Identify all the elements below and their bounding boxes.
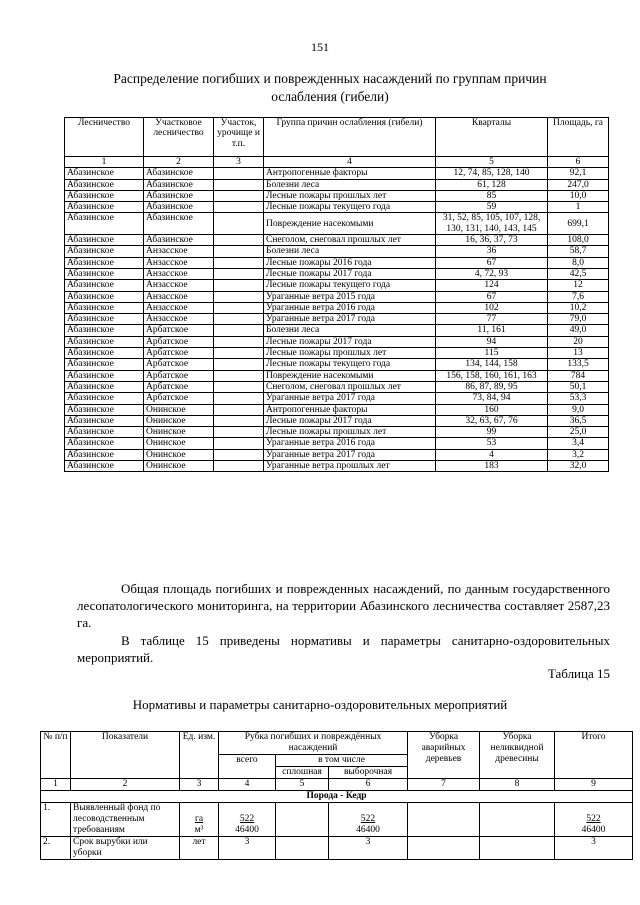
tract-cell xyxy=(214,438,264,449)
cause-group-cell: Ураганные ветра прошлых лет xyxy=(264,461,436,472)
forestry-cell: Абазинское xyxy=(65,202,144,213)
table-row xyxy=(41,837,633,860)
tract-cell xyxy=(214,449,264,460)
cause-group-cell: Антропогенные факторы xyxy=(264,404,436,415)
column-number: 5 xyxy=(436,157,548,168)
table-row xyxy=(65,404,609,415)
area-cell: 53,3 xyxy=(548,393,609,404)
area-cell: 79,0 xyxy=(548,314,609,325)
quarters-cell: 85 xyxy=(436,190,548,201)
area-cell: 13 xyxy=(548,348,609,359)
row-number: 1. xyxy=(41,803,71,837)
quarters-cell: 124 xyxy=(436,280,548,291)
tract-cell xyxy=(214,393,264,404)
forestry-cell: Абазинское xyxy=(65,336,144,347)
column-number: 6 xyxy=(548,157,609,168)
area-cell: 108,0 xyxy=(548,235,609,246)
nonliquid-wood-cell xyxy=(480,837,555,860)
cause-group-cell: Лесные пожары текущего года xyxy=(264,202,436,213)
forestry-cell: Абазинское xyxy=(65,348,144,359)
column-number: 1 xyxy=(65,157,144,168)
quarters-cell: 11, 161 xyxy=(436,325,548,336)
forestry-cell: Абазинское xyxy=(65,168,144,179)
cause-group-cell: Повреждение насекомыми xyxy=(264,370,436,381)
column-number: 7 xyxy=(408,779,480,791)
table-row xyxy=(65,302,609,313)
column-number: 4 xyxy=(264,157,436,168)
cause-group-cell: Лесные пожары 2017 года xyxy=(264,336,436,347)
column-number: 8 xyxy=(480,779,555,791)
tract-cell xyxy=(214,213,264,235)
table-row xyxy=(65,438,609,449)
column-number: 3 xyxy=(214,157,264,168)
district-forestry-cell: Абазинское xyxy=(144,190,214,201)
table-row xyxy=(65,427,609,438)
tract-cell xyxy=(214,179,264,190)
table1-header: Кварталы xyxy=(436,118,548,157)
nonliquid-wood-cell xyxy=(480,803,555,837)
quarters-cell: 16, 36, 37, 73 xyxy=(436,235,548,246)
cause-group-cell: Ураганные ветра 2017 года xyxy=(264,449,436,460)
forestry-cell: Абазинское xyxy=(65,314,144,325)
header-clear-felling: сплошная xyxy=(276,767,329,779)
cause-group-cell: Болезни леса xyxy=(264,325,436,336)
table-row xyxy=(65,280,609,291)
quarters-cell: 32, 63, 67, 76 xyxy=(436,415,548,426)
table-row xyxy=(65,202,609,213)
area-cell: 9,0 xyxy=(548,404,609,415)
forestry-cell: Абазинское xyxy=(65,381,144,392)
table-row xyxy=(65,325,609,336)
district-forestry-cell: Анзасское xyxy=(144,280,214,291)
column-number: 2 xyxy=(144,157,214,168)
header-felling: Рубка погибших и повреждённых насаждений xyxy=(219,732,408,755)
table-row xyxy=(65,168,609,179)
header-itogo: Итого xyxy=(555,732,633,779)
cause-group-cell: Лесные пожары прошлых лет xyxy=(264,427,436,438)
forestry-cell: Абазинское xyxy=(65,359,144,370)
district-forestry-cell: Анзасское xyxy=(144,302,214,313)
header-emergency-trees: Уборка аварийных деревьев xyxy=(408,732,480,779)
table1-column-numbers xyxy=(65,157,609,168)
area-cell: 32,0 xyxy=(548,461,609,472)
cause-group-cell: Лесные пожары 2017 года xyxy=(264,415,436,426)
header-total: всего xyxy=(219,755,276,779)
header-indicator: Показатели xyxy=(71,732,180,779)
tract-cell xyxy=(214,381,264,392)
district-forestry-cell: Арбатское xyxy=(144,348,214,359)
table-row xyxy=(65,213,609,235)
district-forestry-cell: Абазинское xyxy=(144,179,214,190)
tract-cell xyxy=(214,202,264,213)
quarters-cell: 94 xyxy=(436,336,548,347)
forestry-cell: Абазинское xyxy=(65,280,144,291)
quarters-cell: 36 xyxy=(436,246,548,257)
area-cell: 49,0 xyxy=(548,325,609,336)
tract-cell xyxy=(214,325,264,336)
cause-group-cell: Ураганные ветра 2016 года xyxy=(264,302,436,313)
emergency-trees-cell xyxy=(408,803,480,837)
table-row xyxy=(65,268,609,279)
district-forestry-cell: Онинское xyxy=(144,438,214,449)
indicator-cell: Срок вырубки или уборки xyxy=(71,837,180,860)
quarters-cell: 67 xyxy=(436,291,548,302)
tract-cell xyxy=(214,235,264,246)
table1-header-row xyxy=(65,118,609,157)
table1-header: Участковое лесничество xyxy=(144,118,214,157)
header-unit: Ед. изм. xyxy=(180,732,219,779)
forestry-cell: Абазинское xyxy=(65,404,144,415)
column-number: 6 xyxy=(329,779,408,791)
table-row xyxy=(65,336,609,347)
header-nonliquid-wood: Уборка неликвидной древесины xyxy=(480,732,555,779)
forestry-cell: Абазинское xyxy=(65,438,144,449)
district-forestry-cell: Арбатское xyxy=(144,381,214,392)
quarters-cell: 67 xyxy=(436,257,548,268)
forestry-cell: Абазинское xyxy=(65,291,144,302)
unit-value: га xyxy=(194,814,204,824)
quarters-cell: 156, 158, 160, 161, 163 xyxy=(436,370,548,381)
table1-header: Участок, урочище и т.п. xyxy=(214,118,264,157)
tract-cell xyxy=(214,246,264,257)
tract-cell xyxy=(214,461,264,472)
selective-felling-cell xyxy=(329,803,408,837)
unit-cell: лет xyxy=(180,837,219,860)
cause-group-cell: Ураганные ветра 2015 года xyxy=(264,291,436,302)
cause-group-cell: Снеголом, снеговал прошлых лет xyxy=(264,235,436,246)
page-number: 151 xyxy=(311,40,329,54)
district-forestry-cell: Арбатское xyxy=(144,359,214,370)
area-cell: 50,1 xyxy=(548,381,609,392)
area-cell: 7,6 xyxy=(548,291,609,302)
column-number: 5 xyxy=(276,779,329,791)
cause-group-cell: Повреждение насекомыми xyxy=(264,213,436,235)
clear-felling-cell xyxy=(276,837,329,860)
district-forestry-cell: Анзасское xyxy=(144,314,214,325)
tract-cell xyxy=(214,291,264,302)
area-cell: 58,7 xyxy=(548,246,609,257)
itogo-cell xyxy=(555,803,633,837)
table-row xyxy=(65,461,609,472)
tract-cell xyxy=(214,348,264,359)
cause-group-cell: Болезни леса xyxy=(264,179,436,190)
species-group-row xyxy=(41,791,633,803)
column-number: 1 xyxy=(41,779,71,791)
district-forestry-cell: Анзасское xyxy=(144,268,214,279)
cause-group-cell: Ураганные ветра 2017 года xyxy=(264,393,436,404)
table2-title: Нормативы и параметры санитарно-оздоровительных мероприятий xyxy=(132,697,508,712)
district-forestry-cell: Онинское xyxy=(144,449,214,460)
area-cell: 10,2 xyxy=(548,302,609,313)
emergency-trees-cell xyxy=(408,837,480,860)
quarters-cell: 12, 74, 85, 128, 140 xyxy=(436,168,548,179)
tract-cell xyxy=(214,359,264,370)
forestry-cell: Абазинское xyxy=(65,257,144,268)
table2-column-numbers xyxy=(41,779,633,791)
district-forestry-cell: Арбатское xyxy=(144,393,214,404)
district-forestry-cell: Анзасское xyxy=(144,257,214,268)
area-cell: 3,4 xyxy=(548,438,609,449)
table-row xyxy=(65,190,609,201)
area-cell: 10,0 xyxy=(548,190,609,201)
area-cell: 36,5 xyxy=(548,415,609,426)
quarters-cell: 61, 128 xyxy=(436,179,548,190)
table-row xyxy=(65,415,609,426)
forestry-cell: Абазинское xyxy=(65,370,144,381)
forestry-cell: Абазинское xyxy=(65,235,144,246)
district-forestry-cell: Арбатское xyxy=(144,370,214,381)
table1-body xyxy=(65,168,609,472)
area-cell: 8,0 xyxy=(548,257,609,268)
clear-felling-cell xyxy=(276,803,329,837)
quarters-cell: 99 xyxy=(436,427,548,438)
district-forestry-cell: Анзасское xyxy=(144,291,214,302)
quarters-cell: 134, 144, 158 xyxy=(436,359,548,370)
quarters-cell: 115 xyxy=(436,348,548,359)
column-number: 9 xyxy=(555,779,633,791)
cause-group-cell: Лесные пожары прошлых лет xyxy=(264,348,436,359)
quarters-cell: 4 xyxy=(436,449,548,460)
table-label: Таблица 15 xyxy=(547,666,610,681)
value: 522 xyxy=(360,814,376,824)
table-row xyxy=(41,803,633,837)
area-cell: 133,5 xyxy=(548,359,609,370)
area-cell: 3,2 xyxy=(548,449,609,460)
value: 46400 xyxy=(356,825,380,835)
header-including: в том числе xyxy=(276,755,408,767)
cause-group-cell: Лесные пожары прошлых лет xyxy=(264,190,436,201)
cause-group-cell: Лесные пожары 2017 года xyxy=(264,268,436,279)
district-forestry-cell: Абазинское xyxy=(144,168,214,179)
tract-cell xyxy=(214,370,264,381)
table-row xyxy=(65,291,609,302)
table-row xyxy=(65,381,609,392)
area-cell: 1 xyxy=(548,202,609,213)
value: 522 xyxy=(239,814,255,824)
table-row xyxy=(65,348,609,359)
quarters-cell: 160 xyxy=(436,404,548,415)
district-forestry-cell: Арбатское xyxy=(144,325,214,336)
quarters-cell: 59 xyxy=(436,202,548,213)
quarters-cell: 4, 72, 93 xyxy=(436,268,548,279)
table-row xyxy=(65,314,609,325)
table-row xyxy=(65,359,609,370)
total-cell: 3 xyxy=(219,837,276,860)
district-forestry-cell: Онинское xyxy=(144,427,214,438)
district-forestry-cell: Анзасское xyxy=(144,246,214,257)
itogo-cell: 3 xyxy=(555,837,633,860)
district-forestry-cell: Онинское xyxy=(144,404,214,415)
cause-group-cell: Лесные пожары текущего года xyxy=(264,280,436,291)
tract-cell xyxy=(214,268,264,279)
tract-cell xyxy=(214,415,264,426)
forestry-cell: Абазинское xyxy=(65,393,144,404)
area-cell: 784 xyxy=(548,370,609,381)
row-number: 2. xyxy=(41,837,71,860)
quarters-cell: 77 xyxy=(436,314,548,325)
table-row xyxy=(65,449,609,460)
tract-cell xyxy=(214,336,264,347)
indicator-cell: Выявленный фонд по лесоводственным требованиям xyxy=(71,803,180,837)
table2-header-row xyxy=(41,732,633,755)
header-selective-felling: выборочная xyxy=(329,767,408,779)
table-row xyxy=(65,257,609,268)
table-row xyxy=(65,393,609,404)
cause-group-cell: Антропогенные факторы xyxy=(264,168,436,179)
area-cell: 12 xyxy=(548,280,609,291)
species-group-label: Порода - Кедр xyxy=(41,791,633,803)
forestry-cell: Абазинское xyxy=(65,325,144,336)
value: 46400 xyxy=(235,825,259,835)
column-number: 4 xyxy=(219,779,276,791)
cause-group-cell: Ураганные ветра 2017 года xyxy=(264,314,436,325)
area-cell: 247,0 xyxy=(548,179,609,190)
summary-paragraph: Общая площадь погибших и поврежденных насаждений, по данным государственного лесопатологического мониторинга, на территории Абазинского лесничества составляет 2587,23 га. xyxy=(77,581,610,630)
forestry-cell: Абазинское xyxy=(65,302,144,313)
value: 46400 xyxy=(581,825,606,835)
column-number: 2 xyxy=(71,779,180,791)
table1-header: Лесничество xyxy=(65,118,144,157)
cause-group-cell: Лесные пожары текущего года xyxy=(264,359,436,370)
forestry-cell: Абазинское xyxy=(65,213,144,235)
cause-group-cell: Снеголом, снеговал прошлых лет xyxy=(264,381,436,392)
cause-group-cell: Ураганные ветра 2016 года xyxy=(264,438,436,449)
quarters-cell: 86, 87, 89, 95 xyxy=(436,381,548,392)
quarters-cell: 53 xyxy=(436,438,548,449)
table-row xyxy=(65,246,609,257)
forestry-cell: Абазинское xyxy=(65,461,144,472)
forestry-cell: Абазинское xyxy=(65,268,144,279)
table1-title: Распределение погибших и поврежденных насаждений по группам причин ослабления (гибели) xyxy=(113,71,547,104)
area-cell: 25,0 xyxy=(548,427,609,438)
tract-cell xyxy=(214,190,264,201)
column-number: 3 xyxy=(180,779,219,791)
forestry-cell: Абазинское xyxy=(65,179,144,190)
district-forestry-cell: Абазинское xyxy=(144,202,214,213)
table-row xyxy=(65,179,609,190)
quarters-cell: 31, 52, 85, 105, 107, 128, 130, 131, 140, 143, 145 xyxy=(436,213,548,235)
unit-cell xyxy=(180,803,219,837)
tract-cell xyxy=(214,257,264,268)
area-cell: 92,1 xyxy=(548,168,609,179)
table1-header: Группа причин ослабления (гибели) xyxy=(264,118,436,157)
tract-cell xyxy=(214,314,264,325)
forestry-cell: Абазинское xyxy=(65,427,144,438)
tract-cell xyxy=(214,404,264,415)
table1-header: Площадь, га xyxy=(548,118,609,157)
quarters-cell: 73, 84, 94 xyxy=(436,393,548,404)
table-row xyxy=(65,370,609,381)
district-forestry-cell: Абазинское xyxy=(144,235,214,246)
forestry-cell: Абазинское xyxy=(65,415,144,426)
area-cell: 20 xyxy=(548,336,609,347)
total-cell xyxy=(219,803,276,837)
selective-felling-cell: 3 xyxy=(329,837,408,860)
tract-cell xyxy=(214,280,264,291)
sanitary-measures-table xyxy=(40,731,633,860)
value: 522 xyxy=(586,814,601,824)
forestry-cell: Абазинское xyxy=(65,449,144,460)
unit-value: м³ xyxy=(194,825,204,835)
area-cell: 42,5 xyxy=(548,268,609,279)
table-row xyxy=(65,235,609,246)
forestry-cell: Абазинское xyxy=(65,190,144,201)
tract-cell xyxy=(214,168,264,179)
district-forestry-cell: Арбатское xyxy=(144,336,214,347)
quarters-cell: 102 xyxy=(436,302,548,313)
area-cell: 699,1 xyxy=(548,213,609,235)
tract-cell xyxy=(214,302,264,313)
district-forestry-cell: Онинское xyxy=(144,415,214,426)
forestry-cell: Абазинское xyxy=(65,246,144,257)
tract-cell xyxy=(214,427,264,438)
district-forestry-cell: Онинское xyxy=(144,461,214,472)
district-forestry-cell: Абазинское xyxy=(144,213,214,235)
reference-paragraph: В таблице 15 приведены нормативы и параметры санитарно-оздоровительных мероприятий. xyxy=(77,633,610,665)
quarters-cell: 183 xyxy=(436,461,548,472)
causes-table xyxy=(64,117,609,472)
cause-group-cell: Лесные пожары 2016 года xyxy=(264,257,436,268)
header-number: № п/п xyxy=(41,732,71,779)
cause-group-cell: Болезни леса xyxy=(264,246,436,257)
